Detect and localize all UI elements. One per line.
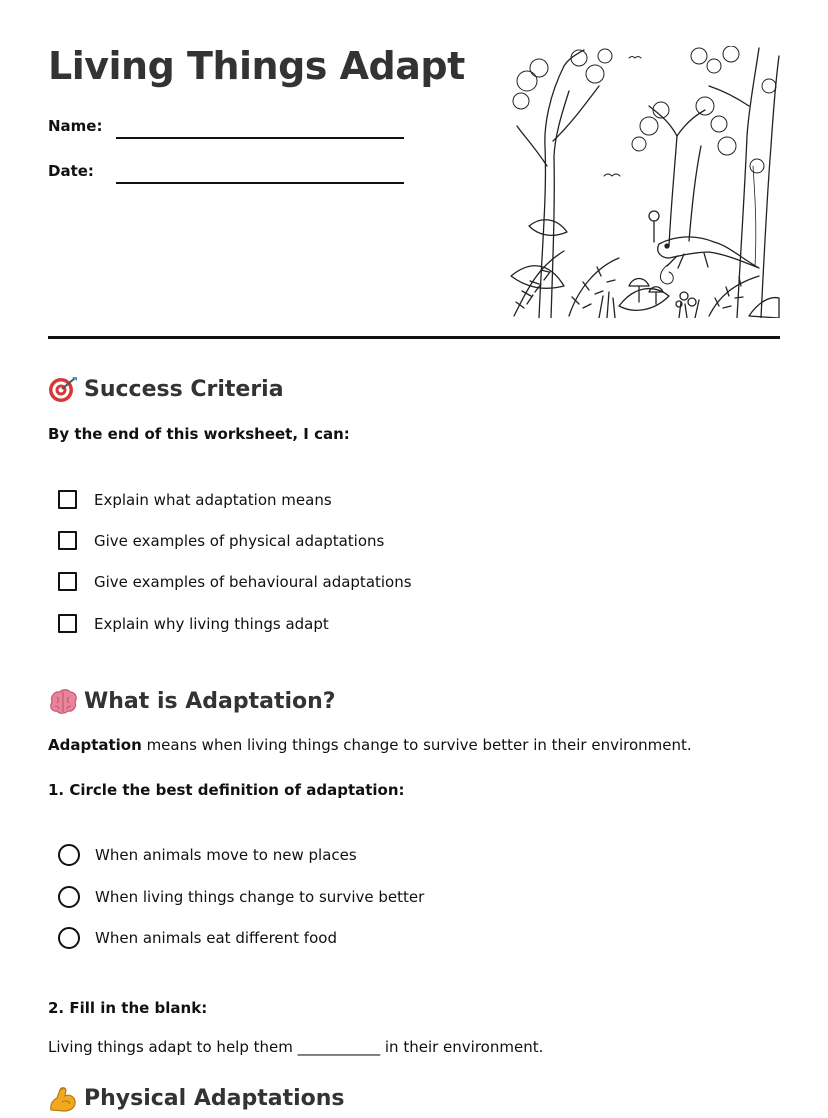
criteria-checkbox[interactable]	[58, 614, 77, 633]
brain-icon	[48, 687, 78, 715]
success-intro: By the end of this worksheet, I can:	[48, 425, 350, 443]
header-divider	[48, 336, 780, 339]
adaptation-heading	[48, 687, 336, 715]
fill-in-blank-sentence: Living things adapt to help them ___________ in their environment.	[48, 1038, 544, 1056]
physical-adaptations-heading	[48, 1084, 345, 1112]
criteria-label: Explain what adaptation means	[94, 490, 332, 509]
question-1: 1. Circle the best definition of adaptation:	[48, 781, 405, 799]
adaptation-definition-text: means when living things change to survive better in their environment.	[141, 736, 692, 754]
jungle-illustration	[509, 46, 780, 318]
option-item[interactable]	[58, 927, 337, 949]
adaptation-heading-text: What is Adaptation?	[84, 688, 336, 714]
criteria-label: Explain why living things adapt	[94, 614, 329, 633]
option-label: When animals move to new places	[95, 846, 357, 864]
option-radio[interactable]	[58, 844, 80, 866]
flexed-arm-icon	[48, 1084, 78, 1112]
adaptation-term: Adaptation	[48, 736, 142, 754]
question-2: 2. Fill in the blank:	[48, 999, 208, 1017]
name-label: Name:	[48, 117, 103, 135]
date-label: Date:	[48, 162, 94, 180]
option-item[interactable]	[58, 886, 424, 908]
success-criteria-heading-text: Success Criteria	[84, 376, 284, 402]
target-icon	[48, 375, 78, 403]
adaptation-definition	[48, 736, 692, 754]
option-label: When living things change to survive better	[95, 888, 425, 906]
name-field[interactable]	[116, 137, 404, 139]
criteria-item[interactable]	[58, 531, 384, 550]
criteria-checkbox[interactable]	[58, 531, 77, 550]
option-radio[interactable]	[58, 927, 80, 949]
criteria-checkbox[interactable]	[58, 572, 77, 591]
physical-adaptations-heading-text: Physical Adaptations	[84, 1085, 345, 1111]
criteria-item[interactable]	[58, 490, 332, 509]
page-title: Living Things Adapt	[48, 44, 465, 88]
success-criteria-heading	[48, 375, 284, 403]
date-field[interactable]	[116, 182, 404, 184]
criteria-checkbox[interactable]	[58, 490, 77, 509]
criteria-label: Give examples of behavioural adaptations	[94, 572, 412, 591]
criteria-label: Give examples of physical adaptations	[94, 531, 385, 550]
option-radio[interactable]	[58, 886, 80, 908]
criteria-item[interactable]	[58, 572, 412, 591]
criteria-item[interactable]	[58, 614, 329, 633]
option-item[interactable]	[58, 844, 357, 866]
option-label: When animals eat different food	[95, 929, 337, 947]
